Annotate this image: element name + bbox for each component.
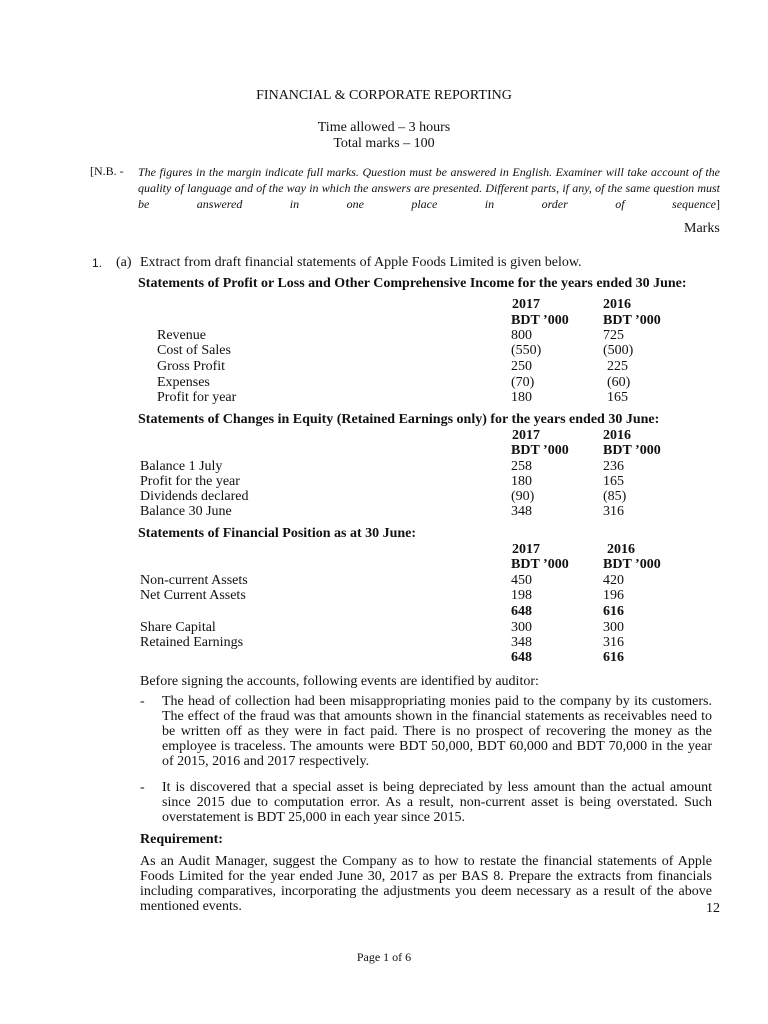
pl-year-2016: 2016 xyxy=(603,297,631,312)
pl-row-2016: (60) xyxy=(607,375,631,390)
requirement-heading: Requirement: xyxy=(140,832,223,847)
pl-row-2016: (500) xyxy=(603,343,634,358)
events-intro: Before signing the accounts, following events are identified by auditor: xyxy=(140,674,539,689)
equity-row-2017: (90) xyxy=(511,489,535,504)
nb-instructions xyxy=(138,164,720,228)
position-row-label: Net Current Assets xyxy=(140,588,246,603)
equity-row-2016: (85) xyxy=(603,489,627,504)
equity-row-2017: 348 xyxy=(511,504,532,519)
time-allowed: Time allowed – 3 hours xyxy=(317,120,451,135)
pl-row-2017: (550) xyxy=(511,343,542,358)
position-row-label: Non-current Assets xyxy=(140,573,248,588)
position-row-label: Retained Earnings xyxy=(140,635,244,650)
pl-row-label: Revenue xyxy=(157,328,206,343)
position-row-label: Share Capital xyxy=(140,620,216,635)
nb-suffix: ] xyxy=(716,197,720,211)
equity-unit-2017: BDT ’000 xyxy=(511,443,569,458)
pl-year-2017: 2017 xyxy=(512,297,540,312)
position-row-2016: 316 xyxy=(603,635,624,650)
pl-row-2016: 725 xyxy=(603,328,624,343)
pl-title: Statements of Profit or Loss and Other Comprehensive Income for the years ended 30 June: xyxy=(138,276,687,291)
equity-row-label: Balance 30 June xyxy=(140,504,232,519)
requirement-text: As an Audit Manager, suggest the Company as to how to restate the financial statements of Apple Foods Limited for the year ended June 30, 2017 as per BAS 8. Prepare the extracts from financials including comparatives, incorporating the adjustments you deem necessary as a result of the above mentioned events. xyxy=(140,854,712,914)
bullet-dash: - xyxy=(140,694,145,709)
equity-row-2017: 180 xyxy=(511,474,532,489)
equity-year-2017: 2017 xyxy=(512,428,540,443)
nb-prefix: [N.B. - xyxy=(90,164,124,178)
equity-row-label: Dividends declared xyxy=(140,489,249,504)
position-row-2016: 300 xyxy=(603,620,624,635)
question-part: (a) xyxy=(116,255,132,270)
equity-row-2016: 236 xyxy=(603,459,624,474)
pl-unit-2017: BDT ’000 xyxy=(511,313,569,328)
page-number: Page 1 of 6 xyxy=(356,950,412,964)
marks-label: Marks xyxy=(684,221,720,236)
position-row-2017: 450 xyxy=(511,573,532,588)
nb-text: The figures in the margin indicate full marks. Question must be answered in English. Examiner will take account of the quality of language and of the way in which the answers are presented. Different parts, if any, of the same question must be answered in one place in order of sequence xyxy=(138,165,720,211)
pl-row-label: Gross Profit xyxy=(157,359,226,374)
question-number: 1. xyxy=(92,256,103,270)
pl-row-2016: 225 xyxy=(607,359,628,374)
equity-row-label: Profit for the year xyxy=(140,474,240,489)
equity-unit-2016: BDT ’000 xyxy=(603,443,661,458)
bullet-dash: - xyxy=(140,780,145,795)
position-total-2016: 616 xyxy=(603,650,624,665)
event-item: The head of collection had been misappropriating monies paid to the company by its customers. The effect of the fraud was that amounts shown in the financial statements as receivables need to be written off as they were in fact paid. There is no prospect of recovering the money as the employee is traceless. The amounts were BDT 50,000, BDT 60,000 and BDT 70,000 in the year of 2015, 2016 and 2017 respectively. xyxy=(162,694,712,769)
position-unit-2016: BDT ’000 xyxy=(603,557,661,572)
event-item: It is discovered that a special asset is being depreciated by less amount than the actual amount since 2015 due to computation error. As a result, non-current asset is being overstated. Such overstatement is BDT 25,000 in each year since 2015. xyxy=(162,780,712,825)
position-subtotal-2016: 616 xyxy=(603,604,624,619)
pl-row-label: Profit for year xyxy=(157,390,237,405)
requirement-marks: 12 xyxy=(706,901,720,916)
equity-title: Statements of Changes in Equity (Retained Earnings only) for the years ended 30 June: xyxy=(138,412,660,427)
exam-title: FINANCIAL & CORPORATE REPORTING xyxy=(256,88,512,103)
position-row-2016: 420 xyxy=(603,573,624,588)
total-marks: Total marks – 100 xyxy=(333,136,435,151)
pl-row-label: Cost of Sales xyxy=(157,343,231,358)
position-row-2016: 196 xyxy=(603,588,624,603)
pl-row-2017: 250 xyxy=(511,359,532,374)
position-row-2017: 300 xyxy=(511,620,532,635)
position-total-2017: 648 xyxy=(511,650,532,665)
question-intro: Extract from draft financial statements of Apple Foods Limited is given below. xyxy=(140,255,582,270)
pl-row-2017: (70) xyxy=(511,375,535,390)
pl-row-label: Expenses xyxy=(157,375,210,390)
pl-unit-2016: BDT ’000 xyxy=(603,313,661,328)
equity-row-2017: 258 xyxy=(511,459,532,474)
equity-row-label: Balance 1 July xyxy=(140,459,223,474)
pl-row-2017: 800 xyxy=(511,328,532,343)
position-year-2017: 2017 xyxy=(512,542,540,557)
pl-row-2017: 180 xyxy=(511,390,532,405)
position-title: Statements of Financial Position as at 30 June: xyxy=(138,526,417,541)
position-unit-2017: BDT ’000 xyxy=(511,557,569,572)
position-year-2016: 2016 xyxy=(607,542,635,557)
position-row-2017: 198 xyxy=(511,588,532,603)
equity-year-2016: 2016 xyxy=(603,428,631,443)
position-row-2017: 348 xyxy=(511,635,532,650)
equity-row-2016: 165 xyxy=(603,474,624,489)
equity-row-2016: 316 xyxy=(603,504,624,519)
pl-row-2016: 165 xyxy=(607,390,628,405)
position-subtotal-2017: 648 xyxy=(511,604,532,619)
